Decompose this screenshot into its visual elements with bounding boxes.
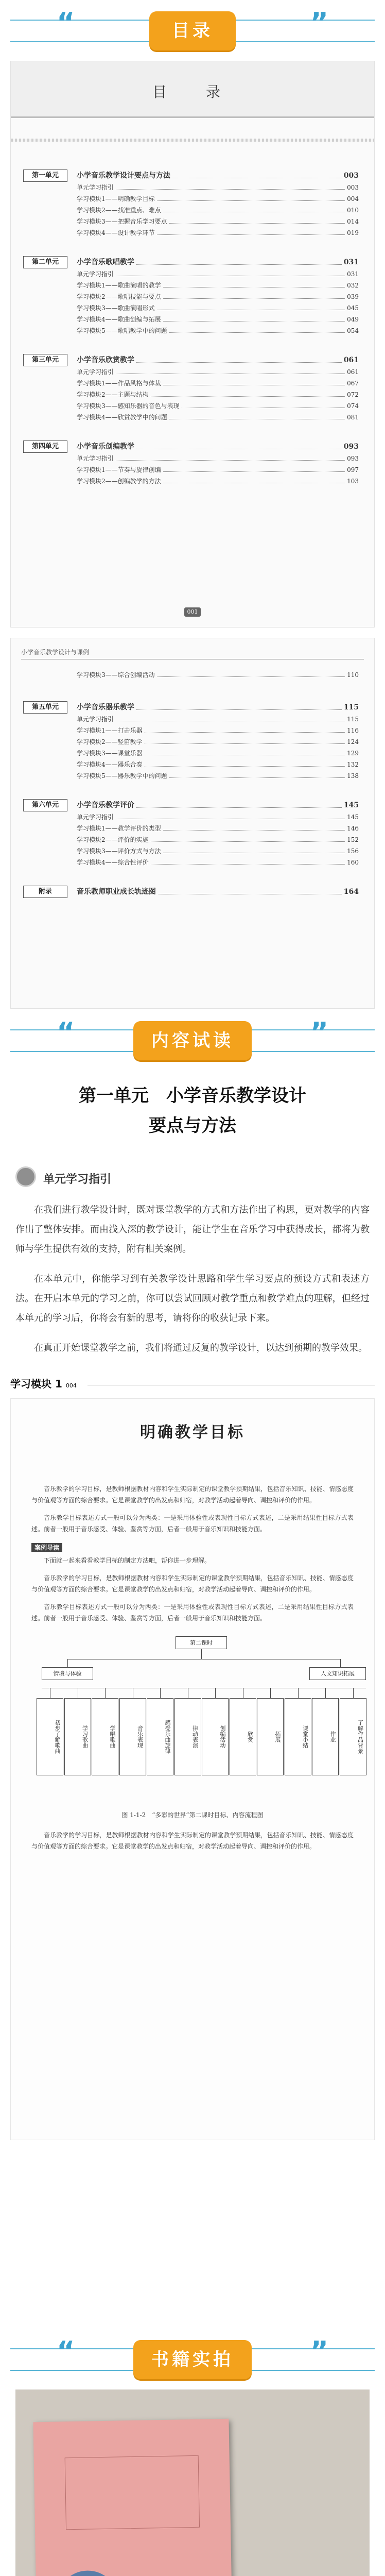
toc-entry	[77, 857, 359, 868]
toc-entry-page: 129	[347, 750, 359, 757]
unit-title-row	[77, 170, 359, 182]
page-number: 001	[184, 607, 201, 617]
toc-entry-label: 学习模块1——打击乐器	[77, 727, 143, 734]
toc-section	[0, 0, 385, 1010]
toc-entry	[77, 325, 359, 336]
toc-entry-page: 061	[347, 368, 359, 376]
toc-entry-page: 132	[347, 761, 359, 768]
toc-unit	[11, 170, 374, 239]
toc-section-header	[0, 0, 385, 61]
toc-entry	[77, 182, 359, 193]
unit-title	[0, 1071, 385, 1141]
toc-entry-page: 019	[347, 229, 359, 236]
unit-tag: 第四单元	[23, 440, 67, 453]
toc-entry	[77, 366, 359, 378]
toc-entry-label: 学习模块3——歌曲演唱形式	[77, 304, 155, 312]
toc-entry	[77, 400, 359, 412]
diagram-caption: 图 1-1-2 “多彩的世界”第二课时目标、内容流程图	[121, 1811, 264, 1819]
sample-book-page	[10, 1398, 375, 2140]
diagram-leaf: 音乐表现	[119, 1698, 146, 1775]
toc-list	[11, 170, 374, 504]
toc-entry-label: 学习模块2——评价的实施	[77, 836, 149, 843]
photo-section	[0, 2329, 385, 2576]
toc-entry	[77, 823, 359, 834]
toc-entry-page: 045	[347, 304, 359, 312]
toc-unit	[11, 354, 374, 423]
unit-tag: 第五单元	[23, 701, 67, 714]
toc-entry-page: 145	[347, 814, 359, 821]
flow-diagram	[31, 1636, 364, 1806]
diagram-right-head: 人文知识拓展	[309, 1667, 366, 1680]
toc-entry-page: 093	[347, 455, 359, 462]
toc-entry	[77, 748, 359, 759]
page-paragraph-5: 音乐教学的学习目标，是教师根据教材内容和学生实际制定的课堂教学预期结果，包括音乐知识、技能、情感态度与价值观等方面的综合要求。它是课堂教学的出发点和归宿，对教学活动起着导向、调控和评价的作用。	[31, 1832, 354, 1850]
toc-entry-label: 学习模块1——作品风格与体裁	[77, 380, 161, 387]
toc-entry	[77, 669, 359, 681]
toc-unit	[11, 799, 374, 868]
toc-unit	[11, 701, 374, 782]
diagram-leaf: 了解作品背景	[340, 1698, 366, 1775]
unit-title-row	[77, 256, 359, 268]
toc-entry-label: 学习模块2——歌唱技能与要点	[77, 293, 161, 300]
toc-entry	[77, 811, 359, 823]
page-paragraph-4: 音乐教学目标表述方式一般可以分为两类：一是采用体验性或表现性目标方式表述，二是采用结果性目标方式表述。前者一般用于音乐感受、体验、鉴赏等方面，后者一般用于音乐知识和技能方面。	[31, 1603, 354, 1622]
unit-page: 003	[343, 172, 359, 180]
diagram-leaf: 课堂小结	[285, 1698, 311, 1775]
page-paragraph-1: 音乐教学的学习目标，是教师根据教材内容和学生实际制定的课堂教学预期结果，包括音乐知识、技能、情感态度与价值观等方面的综合要求。它是课堂教学的出发点和归宿，对教学活动起着导向、调控和评价的作用。	[31, 1485, 354, 1504]
toc-entry-page: 110	[347, 671, 359, 679]
toc-entry-page: 103	[347, 478, 359, 485]
toc-entry	[77, 453, 359, 464]
toc-entry	[77, 302, 359, 314]
toc-entry-label: 学习模块3——综合创编活动	[77, 671, 155, 679]
intro-paragraph-2: 在本单元中，你能学习到有关教学设计思路和学生学习要点的预设方式和表述方法。在开启本单元的学习之前，你可以尝试回顾对教学重点和教学难点的理解，但经过本单元的学习后，你将会有新的思考，请将你的收获记录下来。	[15, 1274, 370, 1324]
toc-entry-page: 138	[347, 772, 359, 779]
toc-entry	[77, 268, 359, 280]
unit-title-line-1: 第一单元 小学音乐教学设计	[79, 1086, 306, 1106]
unit-guide-heading	[15, 1166, 370, 1190]
toc-entry	[77, 770, 359, 782]
toc-entry-page: 072	[347, 391, 359, 398]
appendix-row	[77, 886, 359, 898]
unit-tag: 第六单元	[23, 799, 67, 811]
diagram-leaf: 感受乐曲旋律	[147, 1698, 173, 1775]
toc-entry	[77, 193, 359, 205]
guide-label: 单元学习指引	[43, 1173, 112, 1186]
toc-entry-page: 074	[347, 402, 359, 410]
toc-entry-label: 学习模块5——器乐教学中的问题	[77, 772, 167, 779]
toc-entry	[77, 714, 359, 725]
diagram-leaf: 欣赏	[230, 1698, 256, 1775]
appendix-page: 164	[343, 888, 359, 896]
toc-entry	[77, 205, 359, 216]
toc-entry-page: 031	[347, 270, 359, 278]
unit-title-row	[77, 701, 359, 714]
diagram-leaf: 律动表演	[174, 1698, 201, 1775]
right-quote-icon: ”	[310, 2335, 328, 2368]
left-quote-icon: “	[57, 7, 75, 39]
sample-section-header	[0, 1010, 385, 1071]
photo-section-header	[0, 2329, 385, 2389]
toc-entry-page: 160	[347, 859, 359, 866]
toc-entry	[77, 291, 359, 302]
diagram-root: 第二课时	[176, 1636, 227, 1649]
unit-title-row	[77, 440, 359, 453]
diagram-leaf: 初步了解歌曲	[37, 1698, 63, 1775]
unit-tag: 第一单元	[23, 170, 67, 182]
toc-entry-page: 097	[347, 466, 359, 473]
unit-page: 145	[343, 801, 359, 809]
diagram-leaf: 拓展	[257, 1698, 284, 1775]
toc-entry-label: 学习模块2——创编教学的方法	[77, 478, 161, 485]
toc-entry-page: 081	[347, 414, 359, 421]
page-paragraph-3: 音乐教学的学习目标，是教师根据教材内容和学生实际制定的课堂教学预期结果，包括音乐知识、技能、情感态度与价值观等方面的综合要求。它是课堂教学的出发点和归宿，对教学活动起着导向、调控和评价的作用。	[31, 1574, 354, 1593]
toc-entry-page: 003	[347, 184, 359, 191]
toc-entry-label: 单元学习指引	[77, 184, 114, 191]
unit-title: 小学音乐歌唱教学	[77, 258, 134, 266]
toc-entry-label: 学习模块3——感知乐器的音色与表现	[77, 402, 180, 410]
unit-title: 小学音乐器乐教学	[77, 703, 134, 711]
right-quote-icon: ”	[310, 1016, 328, 1049]
unit-tag: 第二单元	[23, 256, 67, 268]
toc-entry-label: 学习模块3——课堂乐器	[77, 750, 143, 757]
page-title: 明确教学目标	[140, 1423, 245, 1442]
diagram-leaf: 学唱歌曲	[92, 1698, 118, 1775]
toc-entry	[77, 464, 359, 476]
unit-title-row	[77, 354, 359, 366]
toc-entry-label: 学习模块4——综合性评价	[77, 859, 149, 866]
toc-entry	[77, 476, 359, 487]
toc-entry-label: 学习模块1——歌曲演唱的教学	[77, 282, 161, 289]
toc-entry	[77, 216, 359, 227]
toc-page-1	[10, 61, 375, 628]
toc-entry-label: 学习模块2——竖笛教学	[77, 738, 143, 745]
cover-graphic-icon	[56, 2570, 119, 2576]
toc-entry-label: 学习模块3——把握音乐学习要点	[77, 218, 167, 225]
unit-page: 061	[343, 356, 359, 364]
toc-entry-label: 学习模块1——节奏与旋律创编	[77, 466, 161, 473]
toc-list-continued	[11, 669, 374, 916]
module-label: 学习模块 1	[10, 1378, 62, 1390]
right-quote-icon: ”	[310, 7, 328, 39]
module-heading	[10, 1372, 375, 1393]
case-subheading	[31, 1543, 354, 1552]
toc-entry	[77, 280, 359, 291]
appendix-tag: 附录	[23, 886, 67, 898]
book-photo	[15, 2389, 370, 2576]
toc-entry-label: 学习模块5——歌唱教学中的问题	[77, 327, 167, 334]
unit-title: 小学音乐创编教学	[77, 443, 134, 451]
toc-entry-page: 116	[347, 727, 359, 734]
unit-page: 115	[343, 703, 359, 711]
toc-entry-label: 学习模块1——教学评价的类型	[77, 825, 161, 832]
toc-entry-page: 115	[347, 716, 359, 723]
sample-section-label: 内容试读	[133, 1021, 252, 1060]
toc-entry-label: 学习模块4——器乐合奏	[77, 761, 143, 768]
case-tag: 案例导读	[31, 1543, 62, 1552]
toc-entry-label: 学习模块4——欣赏教学中的问题	[77, 414, 167, 421]
toc-entry-label: 学习模块2——找准重点、难点	[77, 207, 161, 214]
toc-entry-page: 004	[347, 195, 359, 202]
toc-entry	[77, 834, 359, 845]
toc-entry-page: 039	[347, 293, 359, 300]
appendix-title: 音乐教师职业成长轨迹图	[77, 888, 156, 896]
toc-entry-label: 学习模块3——评价方式与方法	[77, 848, 161, 855]
toc-entry	[77, 736, 359, 748]
sample-section	[0, 1010, 385, 2329]
toc-entry	[77, 314, 359, 325]
toc-entry-label: 学习模块4——设计教学环节	[77, 229, 155, 236]
unit-page: 031	[343, 258, 359, 266]
toc-entry	[77, 227, 359, 239]
unit-page: 093	[343, 443, 359, 451]
toc-entry-page: 010	[347, 207, 359, 214]
toc-entry-label: 学习模块1——明确教学目标	[77, 195, 155, 202]
guide-badge-icon	[15, 1166, 36, 1187]
toc-entry	[77, 725, 359, 736]
toc-heading: 目 录	[152, 83, 233, 100]
diagram-leaf: 学习歌曲	[64, 1698, 91, 1775]
toc-entry-label: 单元学习指引	[77, 270, 114, 278]
unit-title-row	[77, 799, 359, 811]
toc-entry-label: 单元学习指引	[77, 716, 114, 723]
toc-entry-page: 124	[347, 738, 359, 745]
book-cover	[33, 2419, 234, 2576]
running-head: 小学音乐教学设计与课例	[21, 649, 90, 656]
toc-entry-page: 014	[347, 218, 359, 225]
unit-title: 小学音乐欣赏教学	[77, 356, 134, 364]
unit-title-line-2: 要点与方法	[149, 1115, 236, 1136]
toc-entry-page: 032	[347, 282, 359, 289]
toc-entry-label: 单元学习指引	[77, 814, 114, 821]
toc-section-label: 目录	[149, 11, 236, 50]
toc-entry-label: 单元学习指引	[77, 368, 114, 376]
intro-paragraph-3: 在真正开始课堂教学之前，我们将通过反复的教学设计，以达到预期的教学效果。	[34, 1343, 367, 1353]
unit-title: 小学音乐教学评价	[77, 801, 134, 809]
diagram-left-head: 情境与体验	[42, 1667, 93, 1680]
page-paragraph-2: 音乐教学目标表述方式一般可以分为两类：一是采用体验性或表现性目标方式表述，二是采用结果性目标方式表述。前者一般用于音乐感受、体验、鉴赏等方面，后者一般用于音乐知识和技能方面。	[31, 1514, 354, 1533]
toc-entry-label: 单元学习指引	[77, 455, 114, 462]
photo-section-label: 书籍实拍	[133, 2340, 252, 2379]
toc-page-2	[10, 638, 375, 1009]
left-quote-icon: “	[57, 1016, 75, 1049]
toc-entry	[77, 845, 359, 857]
toc-entry	[77, 378, 359, 389]
unit-tag: 第三单元	[23, 354, 67, 366]
toc-entry-page: 152	[347, 836, 359, 843]
toc-entry-page: 146	[347, 825, 359, 832]
module-page: 004	[65, 1382, 77, 1389]
toc-entry-label: 学习模块2——主题与结构	[77, 391, 149, 398]
toc-entry-page: 067	[347, 380, 359, 387]
toc-unit	[11, 256, 374, 336]
unit-title: 小学音乐教学设计要点与方法	[77, 172, 170, 180]
toc-entry-page: 054	[347, 327, 359, 334]
left-quote-icon: “	[57, 2335, 75, 2368]
toc-unit	[11, 440, 374, 487]
toc-entry-label: 学习模块4——歌曲创编与拓展	[77, 316, 161, 323]
toc-entry	[77, 389, 359, 400]
toc-entry-page: 156	[347, 848, 359, 855]
toc-entry	[77, 412, 359, 423]
case-paragraph: 下面就一起来看看教学目标的制定方法吧，帮你进一步理解。	[44, 1557, 211, 1564]
diagram-leaf: 创编活动	[202, 1698, 229, 1775]
toc-entry-page: 049	[347, 316, 359, 323]
toc-appendix	[11, 886, 374, 898]
intro-paragraph-1: 在我们进行教学设计时，既对课堂教学的方式和方法作出了构思，更对教学的内容作出了整体安排。而由浅入深的教学设计，能让学生在音乐学习中获得成长，都将为教师与学生提供有效的支持，附有相关案例。	[15, 1205, 370, 1255]
diagram-leaf: 作业	[312, 1698, 339, 1775]
toc-entry	[77, 759, 359, 770]
